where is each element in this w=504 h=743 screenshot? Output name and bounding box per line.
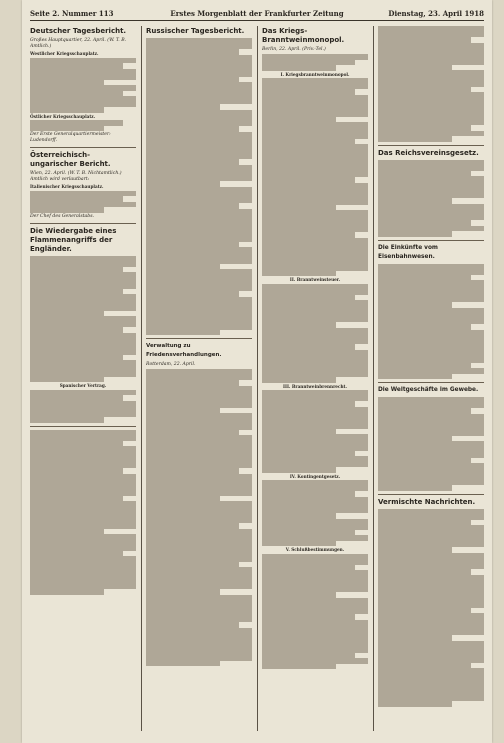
article-heading: Die Einkünfte vom Eisenbahnwesen. [378, 244, 438, 260]
column-3 [262, 26, 368, 731]
newspaper-page [22, 0, 492, 743]
text-line [378, 701, 452, 707]
text-line [378, 136, 452, 142]
dateline: Berlin, 22. April. (Priv.-Tel.) [262, 47, 326, 52]
article-body [262, 480, 368, 546]
dateline: Wien, 22. April. (W. T. B. Nichtamtlich.) Amtlich wird verlautbart: [30, 171, 122, 182]
article-body [378, 160, 484, 237]
article-body [262, 554, 368, 670]
article-heading: Die Weltgeschäfte im Gewebe. [378, 387, 479, 393]
article-body [30, 120, 136, 131]
article-body [378, 397, 484, 491]
column-2 [146, 26, 252, 731]
column-rule [373, 26, 374, 731]
divider [30, 223, 136, 224]
dateline: Großes Hauptquartier, 22. April. (W. T. B. Amtlich.) [30, 38, 127, 49]
divider [30, 426, 136, 427]
text-line [146, 661, 220, 667]
section-label: IV. Kontingentgesetz. [289, 473, 341, 479]
divider [30, 147, 136, 148]
article-body [262, 284, 368, 383]
divider [378, 145, 484, 146]
article-heading: Russischer Tagesbericht. [146, 27, 245, 35]
article-body [378, 26, 484, 142]
dateline: Rotterdam, 22. April. [146, 362, 196, 367]
signature: Der Erste Generalquartiermeister: Ludendorff. [30, 132, 111, 143]
article-heading: Deutscher Tagesbericht. [30, 27, 127, 35]
section-label: III. Branntweinbrennrecht. [283, 383, 347, 389]
article-heading: Die Wiedergabe eines Flammenangriffs der Engländer. [30, 226, 117, 253]
text-line [30, 417, 104, 423]
article-body [30, 390, 136, 423]
text-line [378, 485, 452, 491]
article-body [146, 369, 252, 666]
section-label: Östlicher Kriegsschauplatz. [30, 113, 96, 119]
text-line [30, 207, 104, 213]
article-body [378, 509, 484, 707]
divider [378, 382, 484, 383]
section-label: II. Branntweinsteuer. [289, 277, 341, 282]
article-body [30, 58, 136, 113]
article-body [30, 430, 136, 595]
column-rule [141, 26, 142, 731]
text-line [378, 231, 452, 237]
article-heading: Österreichisch-ungarischer Bericht. [30, 151, 111, 168]
text-line [262, 65, 336, 71]
text-line [262, 541, 336, 547]
column-rule [257, 26, 258, 731]
article-body [378, 264, 484, 380]
article-body [30, 191, 136, 213]
section-label: Italienischer Kriegsschauplatz. [30, 184, 104, 189]
divider [146, 338, 252, 339]
text-line [262, 271, 336, 277]
column-4 [378, 26, 484, 731]
section-label: Westlicher Kriegsschauplatz. [30, 51, 99, 56]
text-line [262, 377, 336, 383]
text-line [146, 330, 220, 336]
article-heading: Das Kriegs-Branntweinmonopol. [262, 27, 345, 44]
text-line [262, 467, 336, 473]
section-label: Spanischer Vertrag. [59, 383, 107, 388]
article-body [146, 38, 252, 335]
text-line [30, 589, 104, 595]
article-body [30, 256, 136, 383]
divider [378, 494, 484, 495]
header-page-number: Seite 2. Nummer 113 [30, 9, 114, 18]
article-heading: Vermischte Nachrichten. [378, 497, 476, 506]
article-body [262, 78, 368, 276]
signature: Der Chef des Generalstabs. [30, 213, 95, 219]
header-date: Dienstag, 23. April 1918 [388, 9, 484, 18]
divider [378, 240, 484, 241]
section-label: V. Schlußbestimmungen. [285, 547, 345, 552]
text-line [30, 126, 104, 132]
article-heading: Verwaltung zu Friedensverhandlungen. [146, 343, 222, 358]
text-line [30, 107, 104, 113]
text-line [378, 374, 452, 380]
page-header [30, 8, 484, 21]
article-heading: Das Reichsvereinsgesetz. [378, 148, 479, 157]
header-masthead: Erstes Morgenblatt der Frankfurter Zeitung [170, 9, 344, 18]
article-body [262, 390, 368, 473]
article-body [262, 54, 368, 71]
text-line [30, 377, 104, 383]
text-line [262, 664, 336, 670]
column-1 [30, 26, 136, 731]
section-label: I. Kriegsbranntweinmonopol. [280, 71, 350, 77]
